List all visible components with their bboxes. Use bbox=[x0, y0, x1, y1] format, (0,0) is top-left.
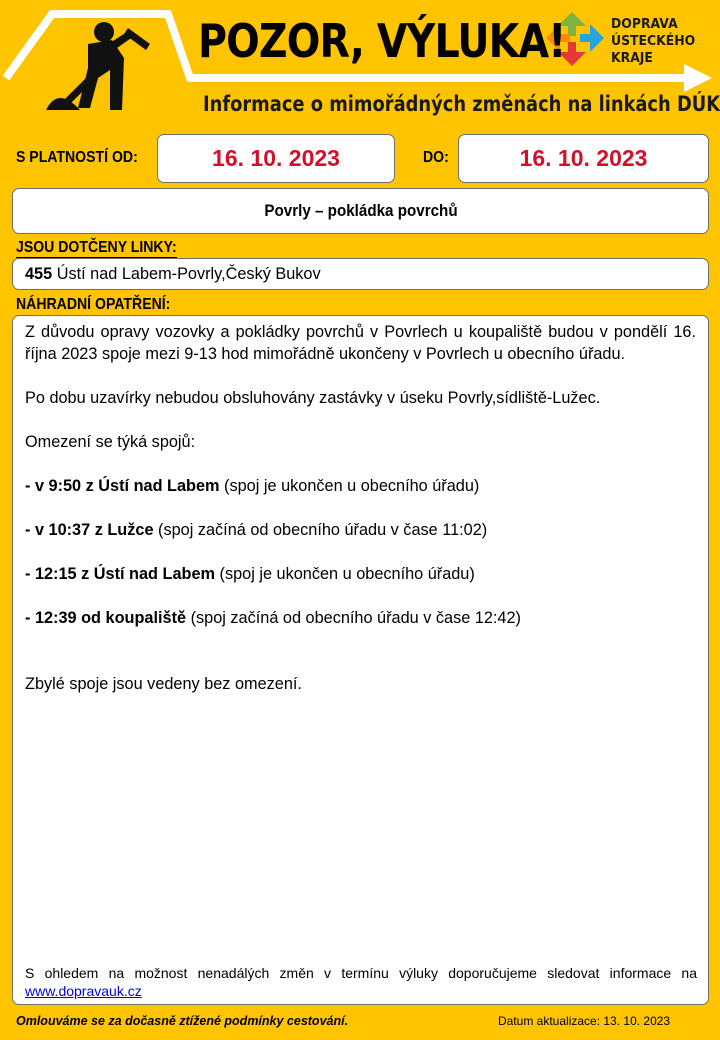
page-subtitle: Informace o mimořádných změnách na linkách DÚK bbox=[203, 92, 720, 116]
list-item-rest: (spoj začíná od obecního úřadu v čase 12:42) bbox=[186, 609, 521, 627]
list-item-rest: (spoj je ukončen u obecního úřadu) bbox=[215, 565, 475, 583]
valid-from-date: 16. 10. 2023 bbox=[157, 134, 395, 183]
measures-text bbox=[13, 316, 708, 695]
list-item bbox=[25, 563, 696, 585]
apology-text: Omlouváme se za dočasně ztížené podmínky cestování. bbox=[16, 1014, 349, 1028]
notice-title-text: Povrly – pokládka povrchů bbox=[263, 202, 458, 220]
footer-note-text: S ohledem na možnost nenadálých změn v termínu výluky doporučujeme sledovat informace na bbox=[25, 965, 697, 981]
measures-paragraph-4: Zbylé spoje jsou vedeny bez omezení. bbox=[25, 675, 302, 693]
list-item bbox=[25, 607, 696, 629]
notice-title bbox=[12, 188, 709, 234]
footer-note bbox=[25, 964, 697, 1000]
list-item-rest: (spoj je ukončen u obecního úřadu) bbox=[219, 477, 480, 495]
valid-to-date: 16. 10. 2023 bbox=[458, 134, 709, 183]
page-title: POZOR, VÝLUKA! bbox=[198, 14, 566, 68]
line-route: Ústí nad Labem-Povrly,Český Bukov bbox=[56, 265, 321, 283]
brand-line-2: ÚSTECKÉHO bbox=[611, 33, 696, 49]
list-item-rest: (spoj začíná od obecního úřadu v čase 11:02) bbox=[153, 521, 488, 539]
affected-lines-label: JSOU DOTČENY LINKY: bbox=[16, 239, 177, 256]
list-item-bold: - v 10:37 z Lužce bbox=[25, 521, 154, 539]
brand-line-3: KRAJE bbox=[611, 50, 653, 66]
measures-label: NÁHRADNÍ OPATŘENÍ: bbox=[16, 296, 171, 313]
list-item-bold: - v 9:50 z Ústí nad Labem bbox=[25, 477, 220, 495]
line-number: 455 bbox=[25, 265, 53, 283]
list-item bbox=[25, 519, 696, 541]
arrow-head bbox=[684, 64, 712, 92]
roadworker-icon bbox=[46, 22, 150, 110]
header-banner bbox=[0, 0, 720, 135]
measures-paragraph-2: Po dobu uzavírky nebudou obsluhovány zastávky v úseku Povrly,sídliště-Lužec. bbox=[25, 389, 601, 407]
measures-paragraph-1: Z důvodu opravy vozovky a pokládky povrchů v Povrlech u koupaliště budou v pondělí 16. října 2023 spoje mezi 9-13 hod mimořádně ukončeny v Povrlech u obecního úřadu. bbox=[25, 323, 696, 363]
valid-to-label: DO: bbox=[423, 149, 449, 166]
brand-line-1: DOPRAVA bbox=[611, 16, 678, 32]
website-link[interactable]: www.dopravauk.cz bbox=[25, 983, 142, 999]
brand-name bbox=[611, 16, 695, 67]
list-item-bold: - 12:15 z Ústí nad Labem bbox=[25, 565, 216, 583]
valid-from-label: S PLATNOSTÍ OD: bbox=[16, 149, 138, 166]
list-item bbox=[25, 475, 696, 497]
measures-box bbox=[12, 315, 709, 1005]
affected-lines-box bbox=[12, 258, 709, 290]
measures-paragraph-3: Omezení se týká spojů: bbox=[25, 433, 196, 451]
update-date: Datum aktualizace: 13. 10. 2023 bbox=[498, 1014, 671, 1028]
list-item-bold: - 12:39 od koupaliště bbox=[25, 609, 187, 627]
